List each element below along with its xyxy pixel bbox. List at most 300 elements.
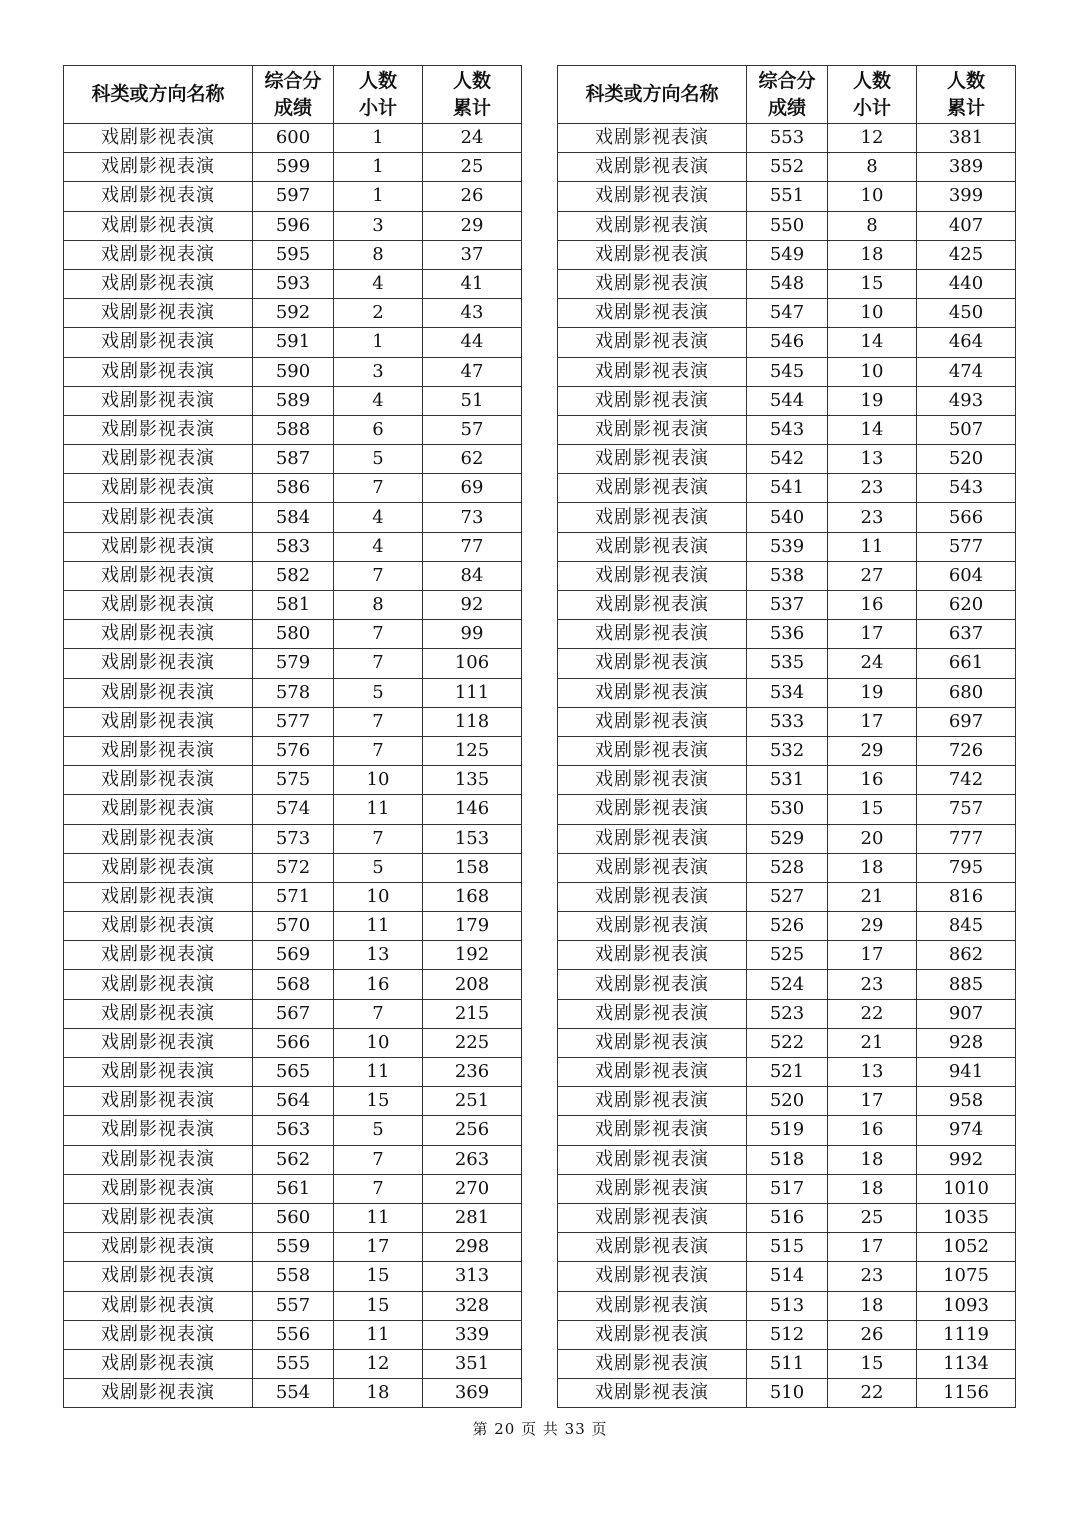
table-row — [64, 1291, 522, 1320]
cell-cumulative: 1035 — [917, 1203, 1016, 1232]
cell-count: 16 — [334, 970, 423, 999]
footer-page-number: 20 — [494, 1420, 516, 1438]
cell-name: 戏剧影视表演 — [558, 1203, 747, 1232]
cell-name: 戏剧影视表演 — [558, 1379, 747, 1408]
table-row — [64, 474, 522, 503]
table-row — [64, 853, 522, 882]
cell-score: 529 — [747, 824, 828, 853]
cell-count: 5 — [334, 1116, 423, 1145]
cell-cumulative: 135 — [423, 766, 522, 795]
cell-count: 3 — [334, 357, 423, 386]
table-row — [558, 269, 1016, 298]
cell-cumulative: 974 — [917, 1116, 1016, 1145]
cell-name: 戏剧影视表演 — [64, 503, 253, 532]
cell-count: 15 — [828, 269, 917, 298]
cell-name: 戏剧影视表演 — [64, 853, 253, 882]
table-row — [64, 1320, 522, 1349]
cell-score: 550 — [747, 211, 828, 240]
cell-name: 戏剧影视表演 — [558, 503, 747, 532]
table-row — [64, 357, 522, 386]
table-row — [558, 766, 1016, 795]
cell-count: 8 — [828, 153, 917, 182]
cell-cumulative: 256 — [423, 1116, 522, 1145]
cell-score: 562 — [253, 1145, 334, 1174]
cell-name: 戏剧影视表演 — [64, 1379, 253, 1408]
cell-name: 戏剧影视表演 — [558, 445, 747, 474]
table-row — [64, 532, 522, 561]
table-header-row — [64, 66, 522, 124]
cell-name: 戏剧影视表演 — [558, 736, 747, 765]
cell-cumulative: 84 — [423, 561, 522, 590]
cell-cumulative: 450 — [917, 299, 1016, 328]
cell-name: 戏剧影视表演 — [558, 1262, 747, 1291]
cell-score: 544 — [747, 386, 828, 415]
cell-count: 18 — [828, 1174, 917, 1203]
cell-name: 戏剧影视表演 — [64, 707, 253, 736]
table-row — [64, 386, 522, 415]
table-row — [64, 1116, 522, 1145]
table-row — [558, 445, 1016, 474]
cell-count: 15 — [334, 1291, 423, 1320]
cell-score: 528 — [747, 853, 828, 882]
cell-score: 586 — [253, 474, 334, 503]
cell-name: 戏剧影视表演 — [64, 795, 253, 824]
cell-cumulative: 407 — [917, 211, 1016, 240]
cell-cumulative: 179 — [423, 912, 522, 941]
cell-count: 7 — [334, 707, 423, 736]
cell-cumulative: 369 — [423, 1379, 522, 1408]
cell-count: 22 — [828, 999, 917, 1028]
cell-count: 7 — [334, 999, 423, 1028]
cell-cumulative: 862 — [917, 941, 1016, 970]
cell-name: 戏剧影视表演 — [64, 736, 253, 765]
cell-score: 565 — [253, 1058, 334, 1087]
cell-score: 560 — [253, 1203, 334, 1232]
table-row — [64, 912, 522, 941]
score-table-right — [557, 65, 1016, 1408]
table-row — [558, 386, 1016, 415]
table-row — [64, 299, 522, 328]
table-row — [558, 649, 1016, 678]
cell-score: 526 — [747, 912, 828, 941]
cell-score: 539 — [747, 532, 828, 561]
cell-name: 戏剧影视表演 — [558, 124, 747, 153]
cell-cumulative: 757 — [917, 795, 1016, 824]
cell-cumulative: 62 — [423, 445, 522, 474]
cell-count: 13 — [828, 1058, 917, 1087]
cell-name: 戏剧影视表演 — [64, 970, 253, 999]
table-row — [64, 1262, 522, 1291]
cell-cumulative: 24 — [423, 124, 522, 153]
cell-name: 戏剧影视表演 — [558, 912, 747, 941]
cell-name: 戏剧影视表演 — [64, 678, 253, 707]
cell-score: 518 — [747, 1145, 828, 1174]
cell-name: 戏剧影视表演 — [64, 999, 253, 1028]
cell-cumulative: 29 — [423, 211, 522, 240]
table-row — [558, 299, 1016, 328]
cell-name: 戏剧影视表演 — [64, 882, 253, 911]
cell-count: 3 — [334, 211, 423, 240]
cell-cumulative: 816 — [917, 882, 1016, 911]
cell-name: 戏剧影视表演 — [558, 153, 747, 182]
cell-cumulative: 236 — [423, 1058, 522, 1087]
cell-score: 537 — [747, 591, 828, 620]
cell-count: 10 — [334, 1028, 423, 1057]
cell-count: 23 — [828, 970, 917, 999]
cell-count: 5 — [334, 445, 423, 474]
cell-count: 15 — [828, 795, 917, 824]
cell-cumulative: 507 — [917, 415, 1016, 444]
cell-cumulative: 520 — [917, 445, 1016, 474]
cell-count: 17 — [828, 941, 917, 970]
cell-name: 戏剧影视表演 — [64, 620, 253, 649]
cell-cumulative: 1134 — [917, 1349, 1016, 1378]
table-row — [558, 824, 1016, 853]
cell-name: 戏剧影视表演 — [558, 882, 747, 911]
cell-cumulative: 680 — [917, 678, 1016, 707]
footer-suffix: 页 — [591, 1420, 608, 1438]
cell-count: 12 — [334, 1349, 423, 1378]
cell-count: 16 — [828, 1116, 917, 1145]
cell-count: 11 — [334, 912, 423, 941]
cell-score: 554 — [253, 1379, 334, 1408]
cell-name: 戏剧影视表演 — [558, 211, 747, 240]
table-row — [558, 1116, 1016, 1145]
cell-cumulative: 620 — [917, 591, 1016, 620]
cell-count: 7 — [334, 1145, 423, 1174]
footer-middle: 页 共 — [521, 1420, 559, 1438]
cell-cumulative: 566 — [917, 503, 1016, 532]
cell-cumulative: 637 — [917, 620, 1016, 649]
cell-cumulative: 263 — [423, 1145, 522, 1174]
cell-name: 戏剧影视表演 — [64, 591, 253, 620]
table-row — [558, 1233, 1016, 1262]
table-row — [558, 970, 1016, 999]
table-body-right — [558, 124, 1016, 1408]
cell-score: 516 — [747, 1203, 828, 1232]
cell-score: 520 — [747, 1087, 828, 1116]
cell-name: 戏剧影视表演 — [558, 1291, 747, 1320]
cell-count: 11 — [334, 1203, 423, 1232]
cell-count: 17 — [828, 707, 917, 736]
cell-count: 10 — [334, 882, 423, 911]
table-row — [64, 269, 522, 298]
cell-score: 540 — [747, 503, 828, 532]
page-footer — [0, 1418, 1080, 1439]
cell-score: 514 — [747, 1262, 828, 1291]
cell-cumulative: 958 — [917, 1087, 1016, 1116]
cell-count: 29 — [828, 912, 917, 941]
table-row — [558, 941, 1016, 970]
table-row — [558, 1028, 1016, 1057]
cell-count: 11 — [828, 532, 917, 561]
table-row — [558, 1145, 1016, 1174]
cell-name: 戏剧影视表演 — [558, 269, 747, 298]
table-row — [558, 357, 1016, 386]
table-row — [558, 328, 1016, 357]
cell-score: 590 — [253, 357, 334, 386]
cell-count: 4 — [334, 386, 423, 415]
cell-cumulative: 1119 — [917, 1320, 1016, 1349]
cell-cumulative: 313 — [423, 1262, 522, 1291]
cell-name: 戏剧影视表演 — [558, 415, 747, 444]
cell-name: 戏剧影视表演 — [558, 532, 747, 561]
cell-name: 戏剧影视表演 — [64, 211, 253, 240]
table-row — [64, 649, 522, 678]
cell-name: 戏剧影视表演 — [64, 269, 253, 298]
cell-score: 589 — [253, 386, 334, 415]
cell-cumulative: 697 — [917, 707, 1016, 736]
cell-count: 7 — [334, 474, 423, 503]
cell-name: 戏剧影视表演 — [558, 240, 747, 269]
cell-count: 17 — [828, 1087, 917, 1116]
cell-score: 567 — [253, 999, 334, 1028]
table-row — [558, 1320, 1016, 1349]
cell-cumulative: 281 — [423, 1203, 522, 1232]
cell-count: 8 — [334, 591, 423, 620]
cell-name: 戏剧影视表演 — [558, 1058, 747, 1087]
cell-score: 555 — [253, 1349, 334, 1378]
cell-cumulative: 146 — [423, 795, 522, 824]
cell-name: 戏剧影视表演 — [64, 1058, 253, 1087]
cell-count: 18 — [828, 1145, 917, 1174]
table-row — [64, 882, 522, 911]
cell-count: 7 — [334, 561, 423, 590]
table-row — [64, 1087, 522, 1116]
cell-cumulative: 106 — [423, 649, 522, 678]
cell-score: 513 — [747, 1291, 828, 1320]
header-name: 科类或方向名称 — [558, 66, 747, 124]
cell-score: 579 — [253, 649, 334, 678]
cell-score: 573 — [253, 824, 334, 853]
table-row — [558, 503, 1016, 532]
cell-count: 7 — [334, 824, 423, 853]
table-row — [64, 970, 522, 999]
score-table-left — [63, 65, 522, 1408]
cell-count: 25 — [828, 1203, 917, 1232]
cell-cumulative: 225 — [423, 1028, 522, 1057]
cell-count: 13 — [334, 941, 423, 970]
cell-name: 戏剧影视表演 — [558, 386, 747, 415]
cell-cumulative: 125 — [423, 736, 522, 765]
cell-score: 570 — [253, 912, 334, 941]
cell-name: 戏剧影视表演 — [558, 1087, 747, 1116]
cell-count: 29 — [828, 736, 917, 765]
cell-name: 戏剧影视表演 — [64, 328, 253, 357]
cell-score: 527 — [747, 882, 828, 911]
cell-score: 553 — [747, 124, 828, 153]
cell-cumulative: 543 — [917, 474, 1016, 503]
table-row — [558, 853, 1016, 882]
footer-total-pages: 33 — [564, 1420, 586, 1438]
cell-score: 552 — [747, 153, 828, 182]
table-row — [558, 415, 1016, 444]
cell-cumulative: 111 — [423, 678, 522, 707]
header-cumulative: 人数 累计 — [423, 66, 522, 124]
table-row — [64, 678, 522, 707]
cell-score: 536 — [747, 620, 828, 649]
cell-name: 戏剧影视表演 — [558, 766, 747, 795]
cell-score: 517 — [747, 1174, 828, 1203]
cell-name: 戏剧影视表演 — [64, 766, 253, 795]
table-row — [558, 736, 1016, 765]
cell-cumulative: 270 — [423, 1174, 522, 1203]
cell-count: 5 — [334, 853, 423, 882]
cell-count: 17 — [828, 620, 917, 649]
cell-name: 戏剧影视表演 — [558, 1145, 747, 1174]
cell-score: 547 — [747, 299, 828, 328]
header-name: 科类或方向名称 — [64, 66, 253, 124]
cell-name: 戏剧影视表演 — [64, 182, 253, 211]
table-row — [558, 1203, 1016, 1232]
cell-cumulative: 1075 — [917, 1262, 1016, 1291]
cell-score: 563 — [253, 1116, 334, 1145]
table-row — [558, 1291, 1016, 1320]
table-row — [64, 211, 522, 240]
cell-score: 561 — [253, 1174, 334, 1203]
table-row — [64, 240, 522, 269]
cell-count: 24 — [828, 649, 917, 678]
cell-score: 566 — [253, 1028, 334, 1057]
cell-score: 556 — [253, 1320, 334, 1349]
cell-cumulative: 425 — [917, 240, 1016, 269]
cell-count: 16 — [828, 766, 917, 795]
cell-count: 1 — [334, 124, 423, 153]
cell-cumulative: 57 — [423, 415, 522, 444]
cell-cumulative: 26 — [423, 182, 522, 211]
cell-count: 15 — [334, 1087, 423, 1116]
cell-score: 515 — [747, 1233, 828, 1262]
cell-cumulative: 69 — [423, 474, 522, 503]
cell-score: 532 — [747, 736, 828, 765]
cell-cumulative: 661 — [917, 649, 1016, 678]
cell-name: 戏剧影视表演 — [64, 1174, 253, 1203]
cell-count: 14 — [828, 415, 917, 444]
cell-score: 545 — [747, 357, 828, 386]
cell-cumulative: 192 — [423, 941, 522, 970]
cell-cumulative: 795 — [917, 853, 1016, 882]
table-row — [64, 1203, 522, 1232]
table-row — [64, 328, 522, 357]
cell-name: 戏剧影视表演 — [558, 678, 747, 707]
table-row — [64, 561, 522, 590]
cell-count: 20 — [828, 824, 917, 853]
cell-score: 535 — [747, 649, 828, 678]
cell-cumulative: 339 — [423, 1320, 522, 1349]
cell-cumulative: 726 — [917, 736, 1016, 765]
table-row — [64, 766, 522, 795]
table-row — [64, 1349, 522, 1378]
cell-count: 4 — [334, 503, 423, 532]
cell-cumulative: 208 — [423, 970, 522, 999]
cell-cumulative: 464 — [917, 328, 1016, 357]
cell-score: 510 — [747, 1379, 828, 1408]
cell-score: 538 — [747, 561, 828, 590]
cell-score: 597 — [253, 182, 334, 211]
cell-cumulative: 577 — [917, 532, 1016, 561]
table-row — [558, 182, 1016, 211]
table-row — [558, 532, 1016, 561]
cell-name: 戏剧影视表演 — [558, 707, 747, 736]
cell-cumulative: 992 — [917, 1145, 1016, 1174]
table-body-left — [64, 124, 522, 1408]
cell-count: 5 — [334, 678, 423, 707]
cell-count: 1 — [334, 328, 423, 357]
cell-count: 7 — [334, 1174, 423, 1203]
cell-count: 26 — [828, 1320, 917, 1349]
table-row — [64, 999, 522, 1028]
cell-count: 12 — [828, 124, 917, 153]
cell-cumulative: 1010 — [917, 1174, 1016, 1203]
cell-cumulative: 328 — [423, 1291, 522, 1320]
cell-cumulative: 168 — [423, 882, 522, 911]
table-row — [558, 561, 1016, 590]
cell-name: 戏剧影视表演 — [64, 357, 253, 386]
cell-name: 戏剧影视表演 — [64, 1116, 253, 1145]
table-row — [64, 503, 522, 532]
cell-cumulative: 251 — [423, 1087, 522, 1116]
cell-name: 戏剧影视表演 — [64, 415, 253, 444]
cell-cumulative: 1093 — [917, 1291, 1016, 1320]
cell-name: 戏剧影视表演 — [558, 649, 747, 678]
cell-name: 戏剧影视表演 — [64, 240, 253, 269]
table-row — [64, 445, 522, 474]
cell-name: 戏剧影视表演 — [64, 153, 253, 182]
cell-cumulative: 298 — [423, 1233, 522, 1262]
cell-name: 戏剧影视表演 — [64, 124, 253, 153]
cell-count: 15 — [828, 1349, 917, 1378]
cell-count: 18 — [334, 1379, 423, 1408]
table-row — [64, 941, 522, 970]
footer-prefix: 第 — [472, 1420, 489, 1438]
cell-score: 584 — [253, 503, 334, 532]
cell-name: 戏剧影视表演 — [64, 912, 253, 941]
cell-score: 593 — [253, 269, 334, 298]
cell-score: 575 — [253, 766, 334, 795]
table-row — [64, 1028, 522, 1057]
cell-cumulative: 51 — [423, 386, 522, 415]
cell-cumulative: 742 — [917, 766, 1016, 795]
cell-cumulative: 1156 — [917, 1379, 1016, 1408]
cell-name: 戏剧影视表演 — [64, 299, 253, 328]
cell-count: 6 — [334, 415, 423, 444]
cell-count: 19 — [828, 386, 917, 415]
cell-name: 戏剧影视表演 — [64, 532, 253, 561]
cell-count: 4 — [334, 532, 423, 561]
cell-name: 戏剧影视表演 — [558, 620, 747, 649]
cell-name: 戏剧影视表演 — [558, 182, 747, 211]
table-row — [558, 620, 1016, 649]
table-row — [558, 211, 1016, 240]
cell-cumulative: 37 — [423, 240, 522, 269]
cell-count: 16 — [828, 591, 917, 620]
cell-count: 14 — [828, 328, 917, 357]
cell-cumulative: 381 — [917, 124, 1016, 153]
table-row — [558, 912, 1016, 941]
cell-score: 542 — [747, 445, 828, 474]
cell-count: 11 — [334, 795, 423, 824]
table-row — [64, 153, 522, 182]
table-row — [558, 1058, 1016, 1087]
cell-count: 19 — [828, 678, 917, 707]
cell-name: 戏剧影视表演 — [558, 474, 747, 503]
table-row — [64, 1145, 522, 1174]
cell-count: 10 — [334, 766, 423, 795]
cell-score: 541 — [747, 474, 828, 503]
cell-score: 531 — [747, 766, 828, 795]
cell-cumulative: 1052 — [917, 1233, 1016, 1262]
table-row — [64, 1233, 522, 1262]
